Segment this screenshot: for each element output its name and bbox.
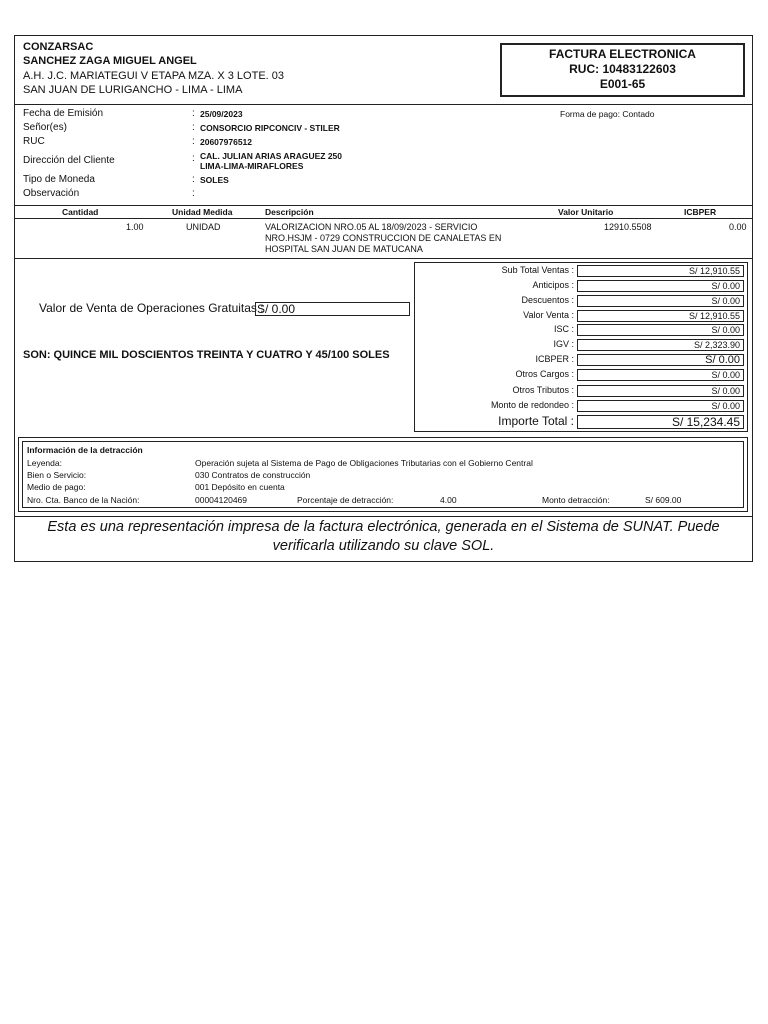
divider	[14, 205, 753, 206]
senor-label: Señor(es)	[23, 122, 67, 133]
gratuitas-value: S/ 0.00	[255, 302, 410, 316]
ruc-label: RUC	[23, 136, 45, 147]
total-value: S/ 0.00	[577, 385, 744, 397]
total-label: Sub Total Ventas :	[501, 265, 574, 275]
divider	[14, 218, 753, 219]
monto-value: S/ 609.00	[645, 495, 682, 505]
issuer-district: SAN JUAN DE LURIGANCHO - LIMA - LIMA	[23, 84, 243, 96]
total-value: S/ 15,234.45	[577, 415, 744, 429]
issuer-address: A.H. J.C. MARIATEGUI V ETAPA MZA. X 3 LOTE. 03	[23, 70, 285, 82]
separator: :	[192, 174, 195, 185]
total-value: S/ 12,910.55	[577, 310, 744, 322]
total-value: S/ 0.00	[577, 369, 744, 381]
issuer-ruc: RUC: 10483122603	[569, 62, 676, 76]
total-value: S/ 0.00	[577, 324, 744, 336]
monto-label: Monto detracción:	[542, 495, 610, 505]
total-label: Importe Total :	[498, 414, 574, 428]
total-value: S/ 0.00	[577, 280, 744, 292]
row-icbper: 0.00	[729, 222, 747, 232]
total-label: ICBPER :	[535, 354, 574, 364]
row-desc-line2: NRO.HSJM - 0729 CONSTRUCCION DE CANALETAS EN	[265, 233, 502, 243]
issuer-owner: SANCHEZ ZAGA MIGUEL ANGEL	[23, 55, 197, 67]
separator: :	[192, 188, 195, 199]
moneda-value: SOLES	[200, 175, 229, 185]
direccion-label: Dirección del Cliente	[23, 155, 115, 166]
issuer-name: CONZARSAC	[23, 41, 94, 53]
forma-pago: Forma de pago: Contado	[560, 109, 655, 119]
gratuitas-label: Valor de Venta de Operaciones Gratuitas :	[39, 301, 264, 315]
total-value: S/ 12,910.55	[577, 265, 744, 277]
porcentaje-value: 4.00	[440, 495, 457, 505]
col-descripcion: Descripción	[265, 207, 314, 217]
medio-label: Medio de pago:	[27, 482, 86, 492]
document-id-box	[500, 43, 745, 97]
fecha-value: 25/09/2023	[200, 109, 243, 119]
total-value: S/ 2,323.90	[577, 339, 744, 351]
detraccion-title: Información de la detracción	[27, 445, 143, 455]
total-label: Otros Tributos :	[512, 385, 574, 395]
total-value: S/ 0.00	[577, 354, 744, 366]
divider	[14, 104, 753, 105]
document-number: E001-65	[599, 77, 646, 91]
bien-label: Bien o Servicio:	[27, 470, 87, 480]
separator: :	[192, 122, 195, 133]
legal-notice-line1: Esta es una representación impresa de la factura electrónica, generada en el Sistema de SUNAT. Puede	[47, 519, 720, 535]
total-value: S/ 0.00	[577, 295, 744, 307]
total-value: S/ 0.00	[577, 400, 744, 412]
leyenda-value: Operación sujeta al Sistema de Pago de Obligaciones Tributarias con el Gobierno Central	[195, 458, 533, 468]
observacion-label: Observación	[23, 188, 80, 199]
legal-notice	[14, 518, 753, 556]
divider	[14, 516, 753, 517]
amount-in-words: SON: QUINCE MIL DOSCIENTOS TREINTA Y CUATRO Y 45/100 SOLES	[23, 349, 390, 361]
total-label: Otros Cargos :	[515, 369, 574, 379]
total-label: IGV :	[553, 339, 574, 349]
total-label: Valor Venta :	[523, 310, 574, 320]
separator: :	[192, 153, 195, 164]
separator: :	[192, 108, 195, 119]
separator: :	[192, 136, 195, 147]
col-valor-unitario: Valor Unitario	[558, 207, 614, 217]
row-cantidad: 1.00	[126, 222, 144, 232]
moneda-label: Tipo de Moneda	[23, 174, 95, 185]
fecha-label: Fecha de Emisión	[23, 108, 104, 119]
document-type: FACTURA ELECTRONICA	[549, 47, 696, 61]
direccion-line2: LIMA-LIMA-MIRAFLORES	[200, 161, 304, 171]
row-valor-unitario: 12910.5508	[604, 222, 652, 232]
row-desc-line3: HOSPITAL SAN JUAN DE MATUCANA	[265, 244, 423, 254]
row-unidad: UNIDAD	[186, 222, 221, 232]
col-cantidad: Cantidad	[62, 207, 99, 217]
cuenta-label: Nro. Cta. Banco de la Nación:	[27, 495, 140, 505]
total-label: ISC :	[553, 324, 574, 334]
leyenda-label: Leyenda:	[27, 458, 62, 468]
divider	[14, 258, 753, 259]
direccion-line1: CAL. JULIAN ARIAS ARAGUEZ 250	[200, 151, 342, 161]
bien-value: 030 Contratos de construcción	[195, 470, 311, 480]
porcentaje-label: Porcentaje de detracción:	[297, 495, 394, 505]
row-desc-line1: VALORIZACION NRO.05 AL 18/09/2023 - SERVICIO	[265, 222, 478, 232]
ruc-value: 20607976512	[200, 137, 253, 147]
senor-value: CONSORCIO RIPCONCIV - STILER	[200, 123, 340, 133]
total-label: Descuentos :	[521, 295, 574, 305]
total-label: Monto de redondeo :	[490, 400, 574, 410]
medio-value: 001 Depósito en cuenta	[195, 482, 285, 492]
total-label: Anticipos :	[532, 280, 574, 290]
col-icbper: ICBPER	[684, 207, 717, 217]
legal-notice-line2: verificarla utilizando su clave SOL.	[272, 538, 495, 554]
cuenta-value: 00004120469	[195, 495, 248, 505]
col-unidad: Unidad Medida	[172, 207, 233, 217]
